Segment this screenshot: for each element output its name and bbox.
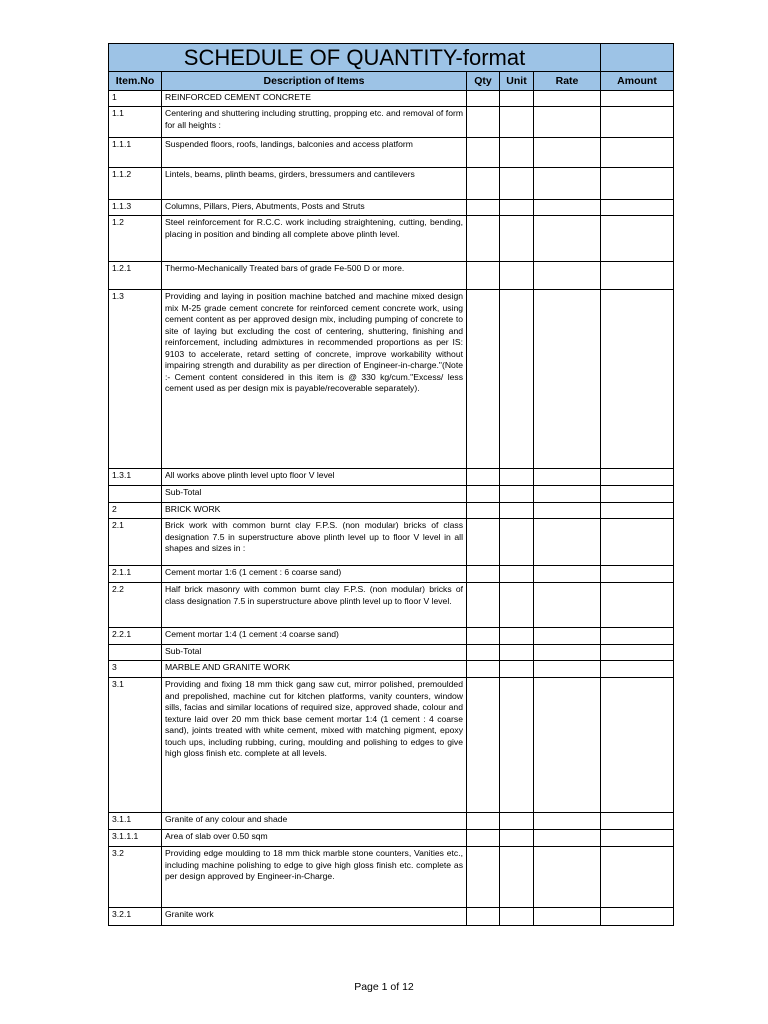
cell-amount — [601, 486, 674, 503]
cell-description: Suspended floors, roofs, landings, balconies and access platform — [162, 138, 467, 168]
cell-amount — [601, 813, 674, 830]
cell-description: Lintels, beams, plinth beams, girders, bressumers and cantilevers — [162, 168, 467, 200]
cell-description: Centering and shuttering including strutting, propping etc. and removal of form for all heights : — [162, 107, 467, 138]
cell-description: Thermo-Mechanically Treated bars of grade Fe-500 D or more. — [162, 262, 467, 290]
cell-amount — [601, 138, 674, 168]
cell-item-no: 3.1.1 — [108, 813, 162, 830]
cell-amount — [601, 216, 674, 262]
cell-qty — [467, 107, 500, 138]
cell-unit — [500, 678, 534, 813]
cell-qty — [467, 503, 500, 519]
cell-qty — [467, 628, 500, 645]
cell-description: MARBLE AND GRANITE WORK — [162, 661, 467, 678]
cell-rate — [534, 566, 601, 583]
cell-description: Cement mortar 1:6 (1 cement : 6 coarse sand) — [162, 566, 467, 583]
cell-unit — [500, 91, 534, 107]
cell-qty — [467, 216, 500, 262]
cell-amount — [601, 107, 674, 138]
cell-rate — [534, 200, 601, 216]
cell-qty — [467, 678, 500, 813]
cell-qty — [467, 813, 500, 830]
cell-item-no: 2 — [108, 503, 162, 519]
cell-amount — [601, 661, 674, 678]
cell-description: BRICK WORK — [162, 503, 467, 519]
cell-rate — [534, 583, 601, 628]
sheet-title: SCHEDULE OF QUANTITY-format — [108, 43, 601, 72]
cell-item-no: 1.1.3 — [108, 200, 162, 216]
cell-description: All works above plinth level upto floor V level — [162, 469, 467, 486]
cell-amount — [601, 645, 674, 661]
cell-item-no: 1.1.2 — [108, 168, 162, 200]
cell-amount — [601, 262, 674, 290]
cell-qty — [467, 469, 500, 486]
cell-rate — [534, 216, 601, 262]
cell-item-no: 3.1 — [108, 678, 162, 813]
cell-qty — [467, 138, 500, 168]
cell-unit — [500, 168, 534, 200]
cell-rate — [534, 91, 601, 107]
cell-qty — [467, 290, 500, 469]
cell-rate — [534, 661, 601, 678]
cell-qty — [467, 583, 500, 628]
cell-unit — [500, 645, 534, 661]
cell-qty — [467, 168, 500, 200]
cell-unit — [500, 469, 534, 486]
cell-amount — [601, 503, 674, 519]
cell-item-no: 1.1.1 — [108, 138, 162, 168]
cell-unit — [500, 107, 534, 138]
cell-qty — [467, 91, 500, 107]
cell-description: Sub-Total — [162, 645, 467, 661]
cell-unit — [500, 200, 534, 216]
cell-amount — [601, 469, 674, 486]
cell-item-no: 1 — [108, 91, 162, 107]
cell-rate — [534, 519, 601, 566]
column-header-qty: Qty — [467, 72, 500, 91]
cell-amount — [601, 628, 674, 645]
cell-description: Providing and laying in position machine batched and machine mixed design mix M-25 grade cement concrete for reinforced cement concrete work, using cement content as per approved design mix, including pumping of concrete to site of laying but excluding the cost of centering, shuttering, finishing and reinforcement, including admixtures in recommended proportions as per IS: 9103 to accelerate, retard setting of concrete, improve workability without impairing strength and durability as per direction of Engineer-in-charge."(Note :- Cement content considered in this item is @ 330 kg/cum."Excess/ less cement used as per design mix is payable/recoverable separately). — [162, 290, 467, 469]
column-header-unit: Unit — [500, 72, 534, 91]
cell-item-no: 2.1.1 — [108, 566, 162, 583]
cell-rate — [534, 813, 601, 830]
cell-qty — [467, 262, 500, 290]
cell-description: Cement mortar 1:4 (1 cement :4 coarse sand) — [162, 628, 467, 645]
cell-unit — [500, 519, 534, 566]
cell-item-no: 2.2.1 — [108, 628, 162, 645]
cell-unit — [500, 486, 534, 503]
cell-item-no: 2.1 — [108, 519, 162, 566]
cell-rate — [534, 847, 601, 908]
cell-item-no: 3.2 — [108, 847, 162, 908]
cell-unit — [500, 813, 534, 830]
cell-item-no: 3 — [108, 661, 162, 678]
page-number: Page 1 of 12 — [354, 981, 414, 993]
cell-qty — [467, 847, 500, 908]
cell-rate — [534, 486, 601, 503]
cell-amount — [601, 290, 674, 469]
cell-description: Columns, Pillars, Piers, Abutments, Posts and Struts — [162, 200, 467, 216]
cell-unit — [500, 566, 534, 583]
cell-qty — [467, 830, 500, 847]
cell-amount — [601, 566, 674, 583]
cell-qty — [467, 661, 500, 678]
cell-item-no — [108, 486, 162, 503]
cell-description: Sub-Total — [162, 486, 467, 503]
column-header-description: Description of Items — [162, 72, 467, 91]
cell-amount — [601, 830, 674, 847]
cell-amount — [601, 908, 674, 926]
cell-unit — [500, 138, 534, 168]
cell-rate — [534, 107, 601, 138]
cell-unit — [500, 847, 534, 908]
cell-item-no: 1.2 — [108, 216, 162, 262]
cell-amount — [601, 91, 674, 107]
cell-description: Half brick masonry with common burnt clay F.P.S. (non modular) bricks of class designation 7.5 in superstructure above plinth level up to floor V level. — [162, 583, 467, 628]
cell-unit — [500, 628, 534, 645]
cell-rate — [534, 503, 601, 519]
cell-qty — [467, 908, 500, 926]
cell-unit — [500, 262, 534, 290]
cell-unit — [500, 583, 534, 628]
cell-description: Granite of any colour and shade — [162, 813, 467, 830]
cell-unit — [500, 216, 534, 262]
cell-item-no: 1.3.1 — [108, 469, 162, 486]
cell-qty — [467, 519, 500, 566]
column-header-amount: Amount — [601, 72, 674, 91]
cell-unit — [500, 661, 534, 678]
cell-item-no: 1.1 — [108, 107, 162, 138]
cell-rate — [534, 678, 601, 813]
cell-unit — [500, 908, 534, 926]
column-header-rate: Rate — [534, 72, 601, 91]
cell-description: Steel reinforcement for R.C.C. work including straightening, cutting, bending, placing in position and binding all complete above plinth level. — [162, 216, 467, 262]
cell-amount — [601, 200, 674, 216]
cell-rate — [534, 908, 601, 926]
cell-rate — [534, 290, 601, 469]
cell-rate — [534, 138, 601, 168]
cell-qty — [467, 645, 500, 661]
cell-description: Brick work with common burnt clay F.P.S. (non modular) bricks of class designation 7.5 in superstructure above plinth level up to floor V level in all shapes and sizes in : — [162, 519, 467, 566]
cell-rate — [534, 168, 601, 200]
cell-description: Providing and fixing 18 mm thick gang saw cut, mirror polished, premoulded and prepolished, machine cut for kitchen platforms, vanity counters, window sills, facias and similar locations of required size, approved shade, colour and texture laid over 20 mm thick base cement mortar 1:4 (1 cement : 4 coarse sand), joints treated with white cement, mixed with matching pigment, epoxy touch ups, including rubbing, curing, moulding and polishing to edges to give high gloss finish etc. complete at all levels. — [162, 678, 467, 813]
cell-amount — [601, 678, 674, 813]
cell-rate — [534, 262, 601, 290]
cell-amount — [601, 168, 674, 200]
cell-unit — [500, 503, 534, 519]
cell-qty — [467, 200, 500, 216]
cell-description: Providing edge moulding to 18 mm thick marble stone counters, Vanities etc., including machine polishing to edge to give high gloss finish etc. complete as per design approved by Engineer-in-Charge. — [162, 847, 467, 908]
cell-description: Area of slab over 0.50 sqm — [162, 830, 467, 847]
cell-item-no — [108, 645, 162, 661]
title-side-cell — [601, 43, 674, 72]
cell-qty — [467, 486, 500, 503]
cell-amount — [601, 847, 674, 908]
cell-rate — [534, 830, 601, 847]
cell-rate — [534, 469, 601, 486]
cell-item-no: 1.2.1 — [108, 262, 162, 290]
cell-item-no: 2.2 — [108, 583, 162, 628]
cell-item-no: 3.2.1 — [108, 908, 162, 926]
cell-amount — [601, 519, 674, 566]
cell-qty — [467, 566, 500, 583]
cell-description: Granite work — [162, 908, 467, 926]
cell-item-no: 3.1.1.1 — [108, 830, 162, 847]
cell-unit — [500, 830, 534, 847]
column-header-item-no: Item.No — [108, 72, 162, 91]
cell-unit — [500, 290, 534, 469]
cell-rate — [534, 645, 601, 661]
cell-amount — [601, 583, 674, 628]
cell-item-no: 1.3 — [108, 290, 162, 469]
cell-rate — [534, 628, 601, 645]
cell-description: REINFORCED CEMENT CONCRETE — [162, 91, 467, 107]
